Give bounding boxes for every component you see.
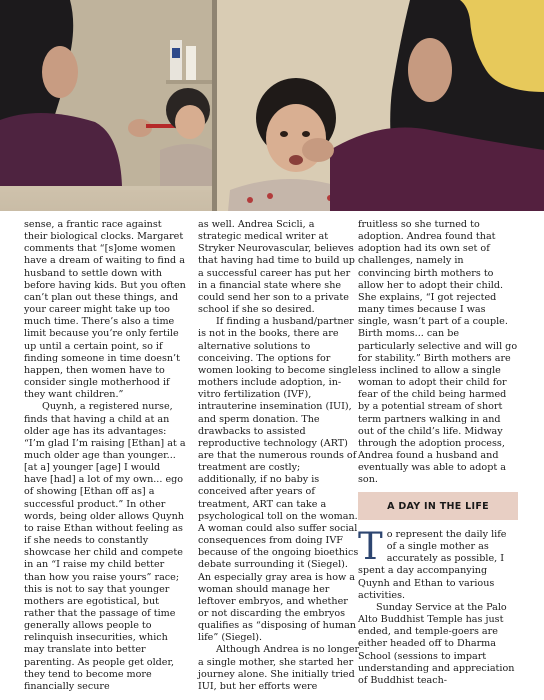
body-paragraph-dropcap	[358, 525, 518, 602]
body-paragraph: Sunday Service at the Palo Alto Buddhist Temple has just ended, and temple-goers are either headed off to Dharma School (sessions to impart understanding and appreciation of Buddhist teach-	[358, 601, 515, 686]
mother-and-child-illustration	[0, 0, 544, 211]
article-column-2	[198, 219, 360, 693]
body-paragraph: Although Andrea is no longer a single mother, she started her journey alone. She initially tried IUI, but her efforts were	[198, 644, 360, 692]
body-paragraph: Quynh, a registered nurse, finds that having a child at an older age has its advantages: “I’m glad I’m raising [Ethan] at a much older age than younger... [at a] younger [age] I would have [had] a lot of my own... ego of showing [Ethan off as] a successful product.” In other words, being older allows Quynh to raise Ethan without feeling as if she needs to constantly showcase her child and compete in an “I raise my child better than how you raise yours” race; this is not to say that younger mothers are egotistical, but rather that the passage of time generally allows people to relinquish insecurities, which may translate into better parenting. As people get older, they tend to become more financially secure	[24, 401, 186, 692]
section-heading: A DAY IN THE LIFE	[358, 492, 518, 520]
body-paragraph: fruitless so she turned to adoption. Andrea found that adoption had its own set of challenges, namely in convincing birth mothers to allow her to adopt their child. She explains, “I got rejected many times because I was single, wasn’t part of a couple. Birth moms... can be particularly selective and will go for stability.” Birth mothers are less inclined to allow a single woman to adopt their child for fear of the child being harmed by a potential stream of short term partners walking in and out of the child’s life. Midway through the adoption process, Andrea found a husband and eventually was able to adopt a son.	[358, 219, 518, 486]
drop-cap: T	[358, 525, 383, 568]
article-photo	[0, 0, 544, 211]
body-paragraph: as well. Andrea Scicli, a strategic medical writer at Stryker Neurovascular, believes that having had time to build up a successful career has put her in a financial state where she could send her son to a private school if she so desired.	[198, 219, 355, 316]
section-para-text: o represent the daily life of a single mother as accurately as possible, I spent a day accompanying Quynh and Ethan to various activities.	[358, 529, 507, 601]
body-paragraph: sense, a frantic race against their biological clocks. Margaret comments that “[s]ome women have a dream of waiting to find a husband to settle down with before having kids. But you often can’t plan out these things, and your career might take up too much time. There’s also a time limit because you’re only fertile up until a certain point, so if finding someone in time doesn’t happen, then women have to consider single motherhood if they want children.”	[24, 219, 186, 401]
article-column-1	[24, 219, 186, 693]
section-body	[358, 525, 518, 687]
article-column-3	[358, 219, 518, 486]
body-paragraph: If finding a husband/partner is not in the books, there are alternative solutions to conceiving. The options for women looking to become single mothers include adoption, in-vitro fertilization (IVF), intrauterine insemination (IUI), and sperm donation. The drawbacks to assisted reproductive technology (ART) are that the numerous rounds of treatment are costly; additionally, if no baby is conceived after years of treatment, ART can take a psychological toll on the woman. A woman could also suffer social consequences from doing IVF because of the ongoing bioethics debate surrounding it (Siegel). An especially gray area is how a woman should manage her leftover embryos, and whether or not discarding the embryos qualifies as “disposing of human life” (Siegel).	[198, 316, 359, 644]
